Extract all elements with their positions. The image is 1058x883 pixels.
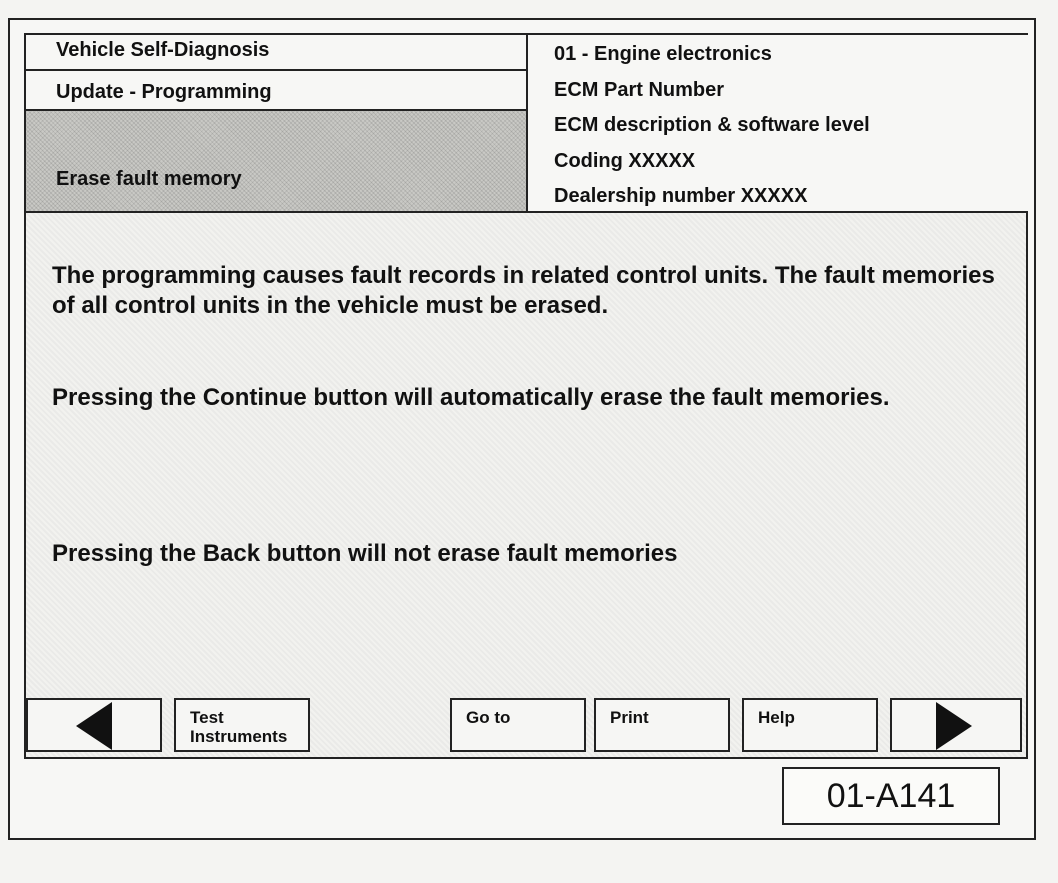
continue-button[interactable] bbox=[890, 698, 1022, 752]
help-button[interactable]: Help bbox=[742, 698, 878, 752]
diagnosis-screen bbox=[24, 33, 1028, 759]
goto-button[interactable]: Go to bbox=[450, 698, 586, 752]
control-unit-label: 01 - Engine electronics bbox=[554, 43, 772, 65]
screen-title: Vehicle Self-Diagnosis bbox=[26, 35, 526, 71]
test-instruments-button[interactable]: Test Instruments bbox=[174, 698, 310, 752]
coding-value: Coding XXXXX bbox=[554, 149, 696, 172]
message-fault-records: The programming causes fault records in related control units. The fault memories of all control units in the vehicle must be erased. bbox=[52, 262, 995, 319]
function-panel bbox=[26, 111, 526, 211]
back-button[interactable] bbox=[26, 698, 162, 752]
ecm-description: ECM description & software level bbox=[554, 114, 870, 136]
arrow-right-icon bbox=[936, 702, 972, 750]
screen-subtitle: Update - Programming bbox=[26, 71, 526, 111]
message-continue: Pressing the Continue button will automatically erase the fault memories. bbox=[52, 384, 890, 411]
message-back: Pressing the Back button will not erase fault memories bbox=[52, 540, 678, 567]
figure-label: 01-A141 bbox=[782, 767, 1000, 825]
header-right-panel bbox=[528, 35, 1028, 213]
button-bar bbox=[26, 695, 1026, 759]
ecm-part-number: ECM Part Number bbox=[554, 78, 725, 101]
arrow-left-icon bbox=[76, 702, 112, 750]
print-button[interactable]: Print bbox=[594, 698, 730, 752]
function-title: Erase fault memory bbox=[56, 168, 242, 190]
header-left-panel bbox=[26, 35, 528, 213]
dealership-number: Dealership number XXXXX bbox=[554, 185, 808, 207]
